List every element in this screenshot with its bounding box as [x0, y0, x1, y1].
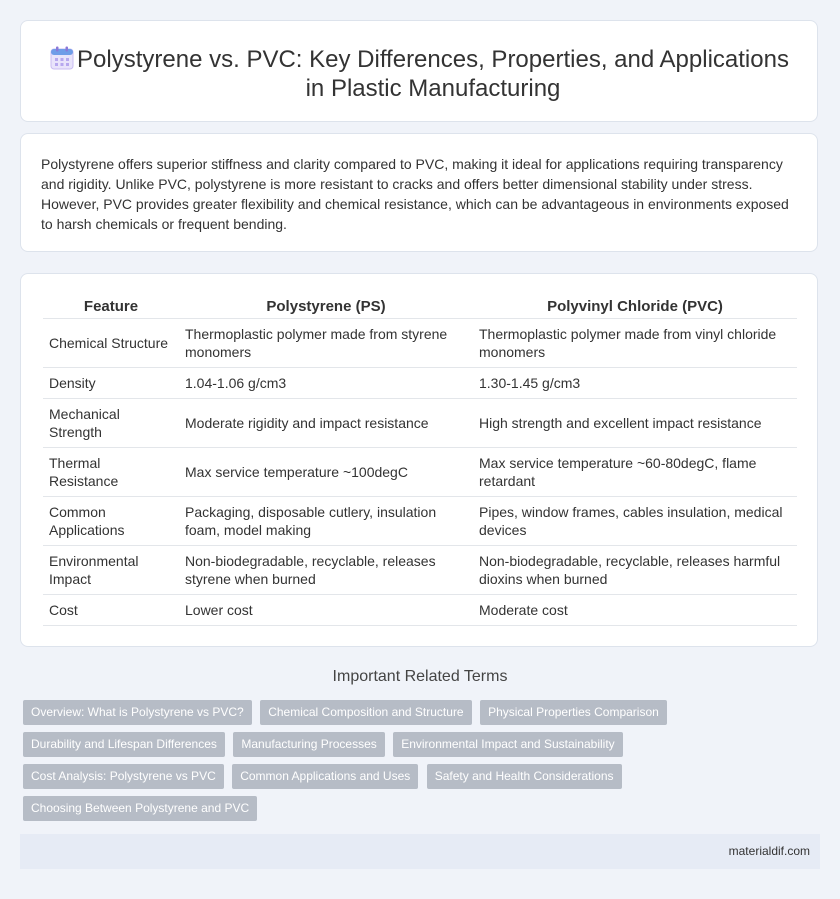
feature-cell: Common Applications — [43, 497, 179, 546]
table-row — [43, 546, 797, 595]
title-card — [20, 20, 818, 122]
pvc-cell: Max service temperature ~60-80degC, flame retardant — [473, 448, 797, 497]
pvc-cell: High strength and excellent impact resistance — [473, 399, 797, 448]
page-title: Polystyrene vs. PVC: Key Differences, Properties, and Applications in Plastic Manufacturing — [77, 46, 789, 102]
feature-cell: Density — [43, 368, 179, 399]
polystyrene-cell: Max service temperature ~100degC — [179, 448, 473, 497]
feature-cell: Cost — [43, 595, 179, 626]
pvc-cell: Thermoplastic polymer made from vinyl chloride monomers — [473, 319, 797, 368]
table-row — [43, 497, 797, 546]
related-term-link[interactable]: Manufacturing Processes — [233, 732, 384, 757]
polystyrene-cell: Thermoplastic polymer made from styrene monomers — [179, 319, 473, 368]
feature-cell: Environmental Impact — [43, 546, 179, 595]
related-term-link[interactable]: Overview: What is Polystyrene vs PVC? — [23, 700, 252, 725]
comparison-card — [20, 273, 818, 647]
pvc-cell: 1.30-1.45 g/cm3 — [473, 368, 797, 399]
pvc-cell: Pipes, window frames, cables insulation, medical devices — [473, 497, 797, 546]
related-term-link[interactable]: Environmental Impact and Sustainability — [393, 732, 622, 757]
table-row — [43, 448, 797, 497]
polystyrene-cell: Lower cost — [179, 595, 473, 626]
summary-text: Polystyrene offers superior stiffness and clarity compared to PVC, making it ideal for applications requiring transparency and rigidity. Unlike PVC, polystyrene is more resistant to cracks and offers better dimensional stability under stress. However, PVC provides greater flexibility and chemical resistance, which can be advantageous in environments exposed to harsh chemicals or frequent bending. — [41, 156, 789, 232]
table-row — [43, 399, 797, 448]
comparison-table — [43, 294, 797, 626]
table-row — [43, 368, 797, 399]
polystyrene-cell: Packaging, disposable cutlery, insulation foam, model making — [179, 497, 473, 546]
polystyrene-cell: 1.04-1.06 g/cm3 — [179, 368, 473, 399]
related-term-link[interactable]: Chemical Composition and Structure — [260, 700, 471, 725]
related-terms-heading: Important Related Terms — [332, 668, 508, 685]
pvc-cell: Non-biodegradable, recyclable, releases harmful dioxins when burned — [473, 546, 797, 595]
related-terms-list — [23, 700, 823, 828]
header-polystyrene: Polystyrene (PS) — [179, 294, 473, 319]
related-term-link[interactable]: Choosing Between Polystyrene and PVC — [23, 796, 257, 821]
pvc-cell: Moderate cost — [473, 595, 797, 626]
footer-site-name[interactable]: materialdif.com — [728, 844, 810, 858]
polystyrene-cell: Moderate rigidity and impact resistance — [179, 399, 473, 448]
table-row — [43, 595, 797, 626]
table-row — [43, 319, 797, 368]
header-feature: Feature — [43, 294, 179, 319]
related-term-link[interactable]: Physical Properties Comparison — [480, 700, 667, 725]
polystyrene-cell: Non-biodegradable, recyclable, releases styrene when burned — [179, 546, 473, 595]
related-term-link[interactable]: Safety and Health Considerations — [427, 764, 622, 789]
summary-card — [20, 133, 818, 252]
footer — [20, 834, 820, 869]
related-term-link[interactable]: Common Applications and Uses — [232, 764, 418, 789]
table-header-row — [43, 294, 797, 319]
feature-cell: Mechanical Strength — [43, 399, 179, 448]
header-pvc: Polyvinyl Chloride (PVC) — [473, 294, 797, 319]
feature-cell: Chemical Structure — [43, 319, 179, 368]
feature-cell: Thermal Resistance — [43, 448, 179, 497]
related-term-link[interactable]: Cost Analysis: Polystyrene vs PVC — [23, 764, 224, 789]
related-term-link[interactable]: Durability and Lifespan Differences — [23, 732, 225, 757]
